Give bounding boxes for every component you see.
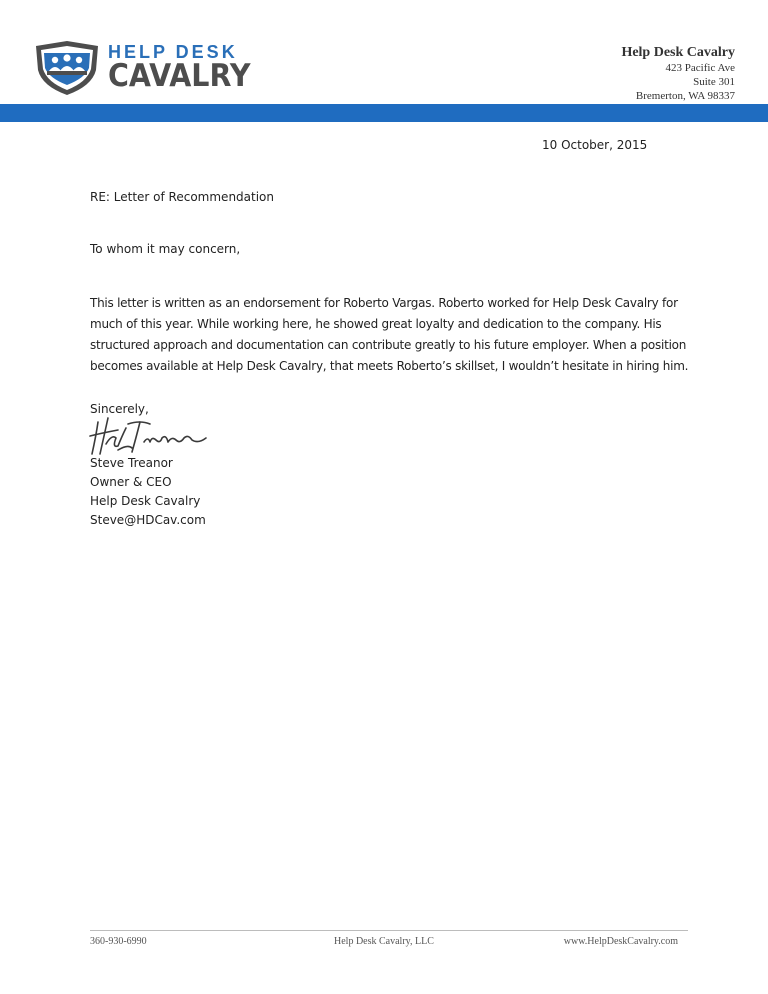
signer-company: Help Desk Cavalry	[90, 494, 201, 508]
company-name: Help Desk Cavalry	[621, 45, 735, 60]
letter-body	[90, 293, 690, 377]
footer-phone: 360-930-6990	[90, 936, 147, 947]
address-line: Suite 301	[693, 76, 735, 88]
signer-title: Owner & CEO	[90, 475, 172, 489]
address-line: Bremerton, WA 98337	[635, 90, 735, 102]
body-line: becomes available at Help Desk Cavalry, that meets Roberto’s skillset, I wouldn’t hesitate in hiring him.	[90, 359, 689, 373]
letter-salutation: To whom it may concern,	[90, 242, 241, 256]
letter-date: 10 October, 2015	[542, 138, 648, 152]
address-line: 423 Pacific Ave	[665, 62, 735, 74]
signature-block	[90, 454, 690, 530]
body-line: structured approach and documentation can contribute greatly to his future employer. When a position	[90, 338, 687, 352]
letter-subject: RE: Letter of Recommendation	[90, 190, 275, 204]
footer-website: www.HelpDeskCavalry.com	[563, 936, 678, 947]
company-address	[621, 45, 735, 103]
footer-company: Help Desk Cavalry, LLC	[334, 936, 434, 947]
shield-people-icon	[34, 40, 100, 96]
body-line: This letter is written as an endorsement for Roberto Vargas. Roberto worked for Help Desk Cavalry for	[90, 296, 678, 310]
letter-closing: Sincerely,	[90, 402, 149, 416]
company-logo	[34, 40, 251, 96]
footer-divider	[90, 930, 688, 931]
body-line: much of this year. While working here, he showed great loyalty and dedication to the company. His	[90, 317, 662, 331]
signer-name: Steve Treanor	[90, 456, 173, 470]
logo-text-main: CAVALRY	[108, 58, 251, 94]
logo-text-top: HELP DESK	[108, 42, 238, 62]
signer-email: Steve@HDCav.com	[90, 513, 206, 527]
header-band	[0, 104, 768, 122]
